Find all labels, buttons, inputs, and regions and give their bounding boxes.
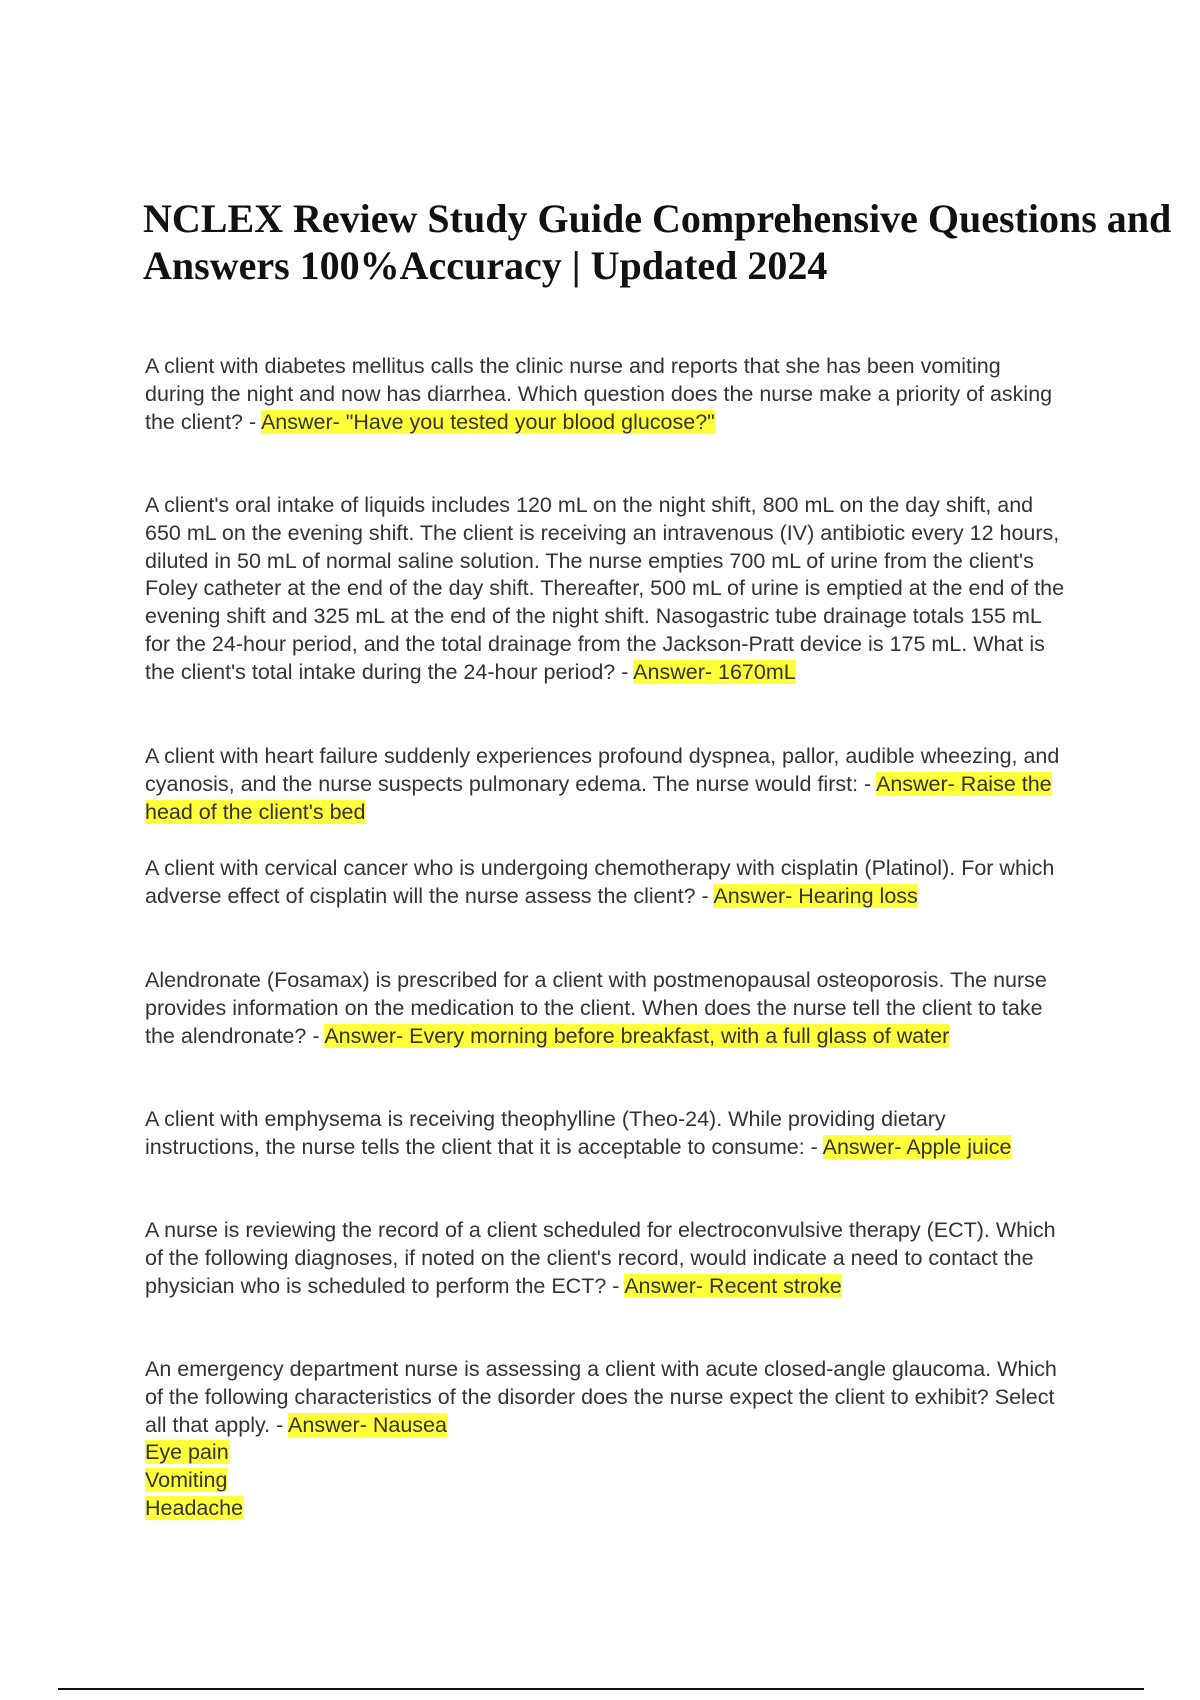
answer-text: Headache (145, 1495, 244, 1520)
footer-rule (58, 1688, 1144, 1690)
qa-item (145, 1106, 1065, 1162)
page-title: NCLEX Review Study Guide Comprehensive Questions and Answers 100%Accuracy | Updated 2024 (143, 196, 1172, 288)
answer-text: Answer- Nausea (288, 1412, 447, 1437)
question-text: Alendronate (Fosamax) is prescribed for a client with postmenopausal osteoporosis. The nurse provides information on the medication to the client. When does the nurse tell the client to take the alendronate? - (145, 968, 1047, 1048)
qa-item (145, 1356, 1065, 1523)
answer-text: Answer- Raise the head of the client's bed (145, 771, 1052, 824)
question-text: A client with diabetes mellitus calls the clinic nurse and reports that she has been vomiting during the night and now has diarrhea. Which question does the nurse make a priority of asking the client? - (145, 354, 1053, 434)
qa-item (145, 1217, 1065, 1300)
answer-text: Answer- Apple juice (822, 1134, 1012, 1159)
question-text: A client with emphysema is receiving theophylline (Theo-24). While providing dietary instructions, the nurse tells the client that it is acceptable to consume: - (145, 1107, 946, 1159)
question-text: An emergency department nurse is assessing a client with acute closed-angle glaucoma. Which of the following characteristics of the disorder does the nurse expect the client to exhibit? Select all that apply. - (145, 1357, 1057, 1437)
answer-text: Answer- Recent stroke (624, 1273, 842, 1298)
qa-item (145, 743, 1065, 826)
qa-item (145, 855, 1065, 911)
qa-item (145, 353, 1065, 436)
answer-text: Answer- 1670mL (633, 659, 796, 684)
answer-text: Answer- Hearing loss (713, 883, 918, 908)
answer-text: Vomiting (145, 1468, 228, 1493)
answer-text: Eye pain (145, 1440, 229, 1465)
answer-text: Answer- Every morning before breakfast, with a full glass of water (324, 1023, 950, 1048)
question-text: A nurse is reviewing the record of a client scheduled for electroconvulsive therapy (ECT). Which of the following diagnoses, if noted on the client's record, would indicate a need to contact the physician who is scheduled to perform the ECT? - (145, 1218, 1056, 1298)
qa-item (145, 967, 1065, 1050)
question-text: A client's oral intake of liquids includes 120 mL on the night shift, 800 mL on the day shift, and 650 mL on the evening shift. The client is receiving an intravenous (IV) antibiotic every 12 hours, diluted in 50 mL of normal saline solution. The nurse empties 700 mL of urine from the client's Foley catheter at the end of the day shift. Thereafter, 500 mL of urine is emptied at the end of the evening shift and 325 mL at the end of the night shift. Nasogastric tube drainage totals 155 mL for the 24-hour period, and the total drainage from the Jackson-Pratt device is 175 mL. What is the client's total intake during the 24-hour period? - (145, 493, 1065, 684)
qa-item (145, 492, 1065, 687)
question-text: A client with heart failure suddenly experiences profound dyspnea, pallor, audible wheezing, and cyanosis, and the nurse suspects pulmonary edema. The nurse would first: - (145, 744, 1060, 796)
answer-text: Answer- "Have you tested your blood glucose?" (260, 409, 715, 434)
question-text: A client with cervical cancer who is undergoing chemotherapy with cisplatin (Platinol). For which adverse effect of cisplatin will the nurse assess the client? - (145, 856, 1055, 908)
